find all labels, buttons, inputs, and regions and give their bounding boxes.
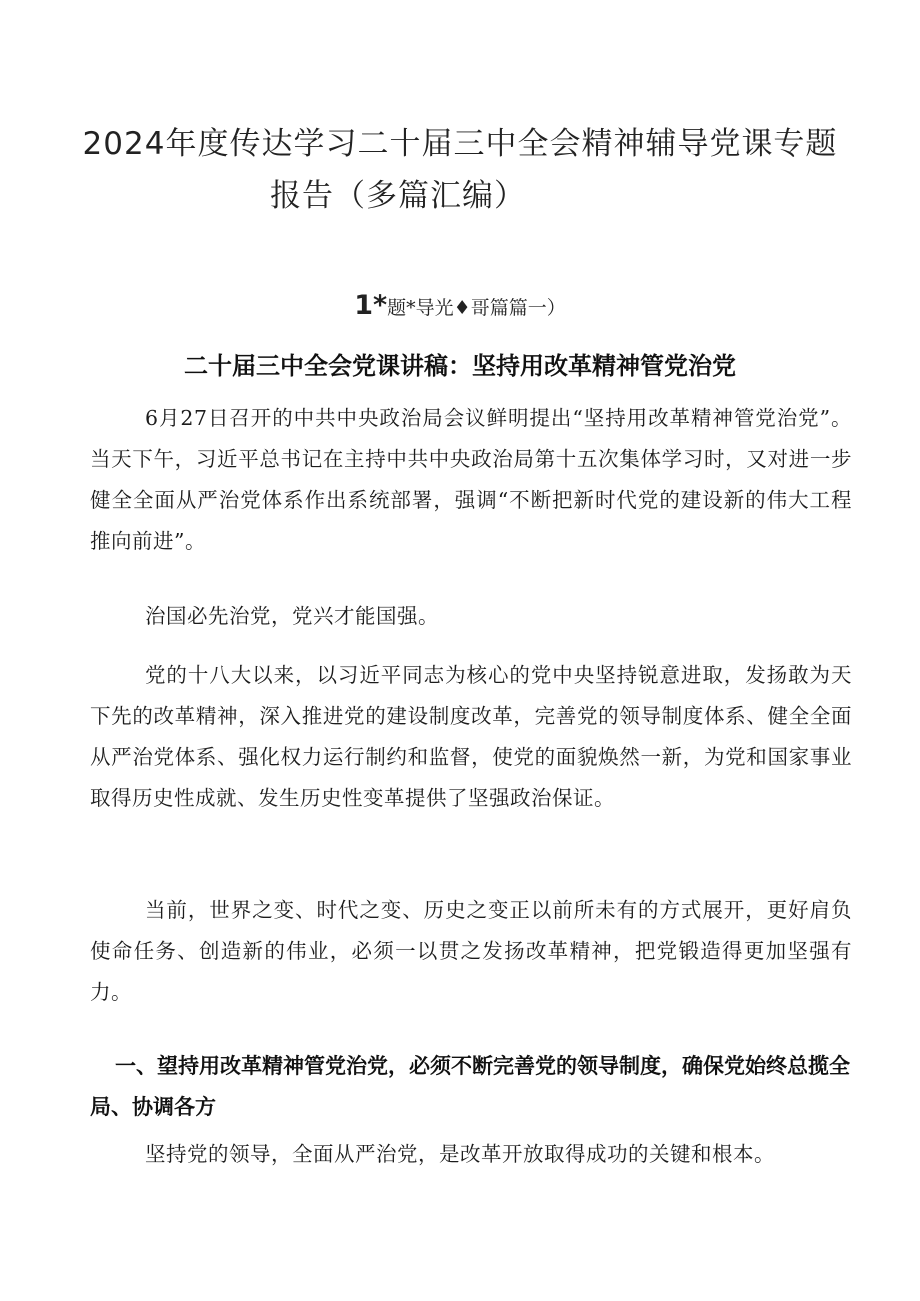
chapter-mark-number: 1* — [354, 290, 388, 321]
body-paragraph-1: 6月27日召开的中共中央政治局会议鲜明提出“坚持用改革精神管党治党”。当天下午，习近平总书记在主持中共中央政治局第十五次集体学习时，又对进一步健全全面从严治党体系作出系统部署，强调“不断把新时代党的建设新的伟大工程推向前进”。 — [90, 406, 852, 553]
body-paragraph-3: 党的十八大以来，以习近平同志为核心的党中央坚持锐意进取，发扬敢为天下先的改革精神，深入推进党的建设制度改革，完善党的领导制度体系、健全全面从严治党体系、强化权力运行制约和监督，使党的面貌焕然一新，为党和国家事业取得历史性成就、发生历史性变革提供了坚强政治保证。 — [90, 663, 852, 810]
document-title-line1: 2024年度传达学习二十届三中全会精神辅导党课专题 — [82, 126, 838, 162]
chapter-mark-text: 题*导光♦哥篇篇一） — [387, 297, 566, 319]
body-paragraph-2: 治国必先治党，党兴才能国强。 — [145, 604, 439, 628]
section-subtitle: 二十届三中全会党课讲稿：坚持用改革精神管党治党 — [184, 352, 736, 380]
chapter-mark — [0, 290, 920, 321]
body-paragraph-4: 当前，世界之变、时代之变、历史之变正以前所未有的方式展开，更好肩负使命任务、创造新的伟业，必须一以贯之发扬改革精神，把党锻造得更加坚强有力。 — [90, 898, 852, 1004]
section-heading-1: 一、望持用改革精神管党治党，必须不断完善党的领导制度，确保党始终总揽全局、协调各方 — [90, 1054, 850, 1119]
body-paragraph-5: 坚持党的领导，全面从严治党，是改革开放取得成功的关键和根本。 — [145, 1142, 775, 1166]
document-title-line2: 报告（多篇汇编） — [270, 178, 526, 214]
